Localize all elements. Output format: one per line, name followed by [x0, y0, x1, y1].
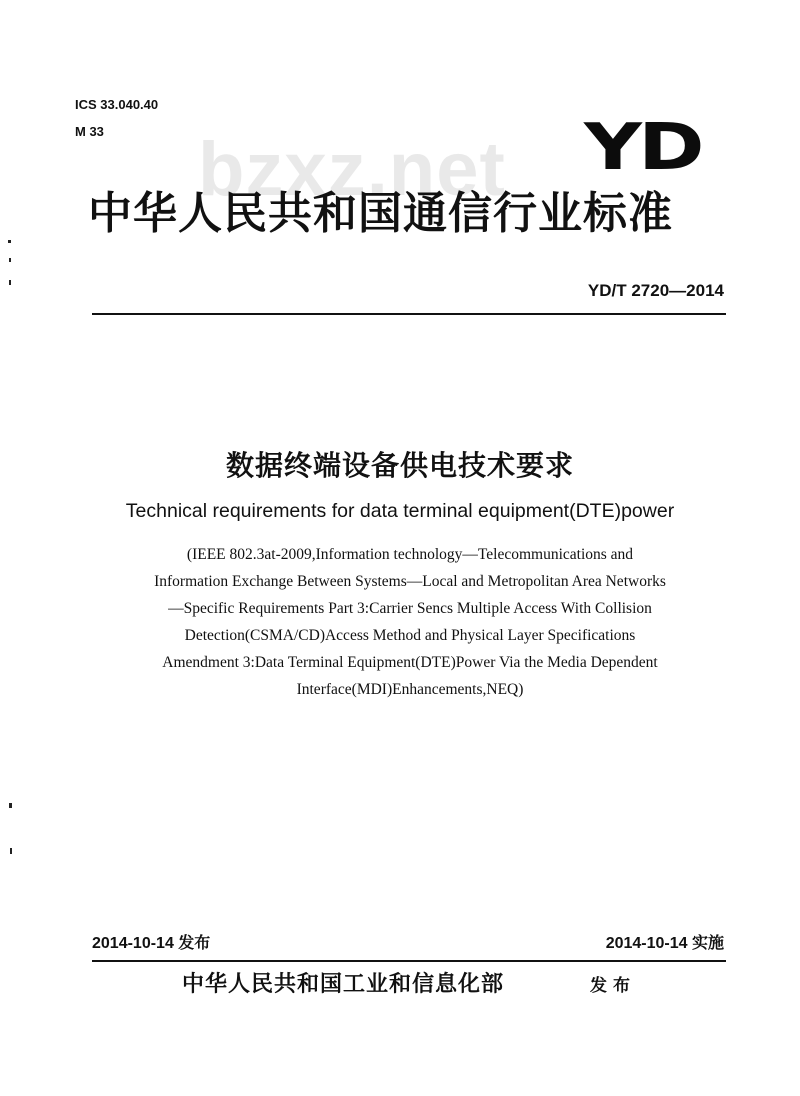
bottom-divider: [92, 960, 726, 962]
equivalent-standard-block: [90, 541, 730, 703]
watermark: bzxz.net: [198, 127, 506, 212]
top-divider: [92, 313, 726, 315]
standard-category-title: 中华人民共和国通信行业标准: [88, 188, 673, 239]
equivalent-line: Interface(MDI)Enhancements,NEQ): [296, 681, 524, 698]
implementation-date: 2014-10-14 实施: [605, 935, 724, 952]
standard-number: YD/T 2720—2014: [587, 281, 724, 300]
title-english: Technical requirements for data terminal equipment(DTE)power: [125, 500, 675, 522]
title-chinese: 数据终端设备供电技术要求: [225, 449, 574, 482]
ics-code: ICS 33.040.40: [75, 97, 159, 112]
equivalent-line: Amendment 3:Data Terminal Equipment(DTE)Power Via the Media Dependent: [162, 654, 658, 671]
issuer-action: 发布: [590, 976, 636, 996]
scan-speck: [9, 258, 11, 262]
equivalent-line: (IEEE 802.3at-2009,Information technology—Telecommunications and: [186, 546, 634, 563]
equivalent-line: —Specific Requirements Part 3:Carrier Sencs Multiple Access With Collision: [168, 600, 652, 617]
yd-logo: YD: [584, 111, 701, 185]
issuer: 中华人民共和国工业和信息化部: [182, 972, 505, 997]
scan-speck: [9, 803, 12, 808]
scan-speck: [8, 240, 11, 243]
classification-code: M 33: [75, 124, 104, 139]
equivalent-line: Information Exchange Between Systems—Local and Metropolitan Area Networks: [154, 573, 666, 590]
issue-date: 2014-10-14 发布: [92, 935, 211, 952]
scan-speck: [10, 848, 12, 854]
equivalent-line: Detection(CSMA/CD)Access Method and Physical Layer Specifications: [184, 627, 636, 644]
scan-speck: [9, 280, 11, 285]
